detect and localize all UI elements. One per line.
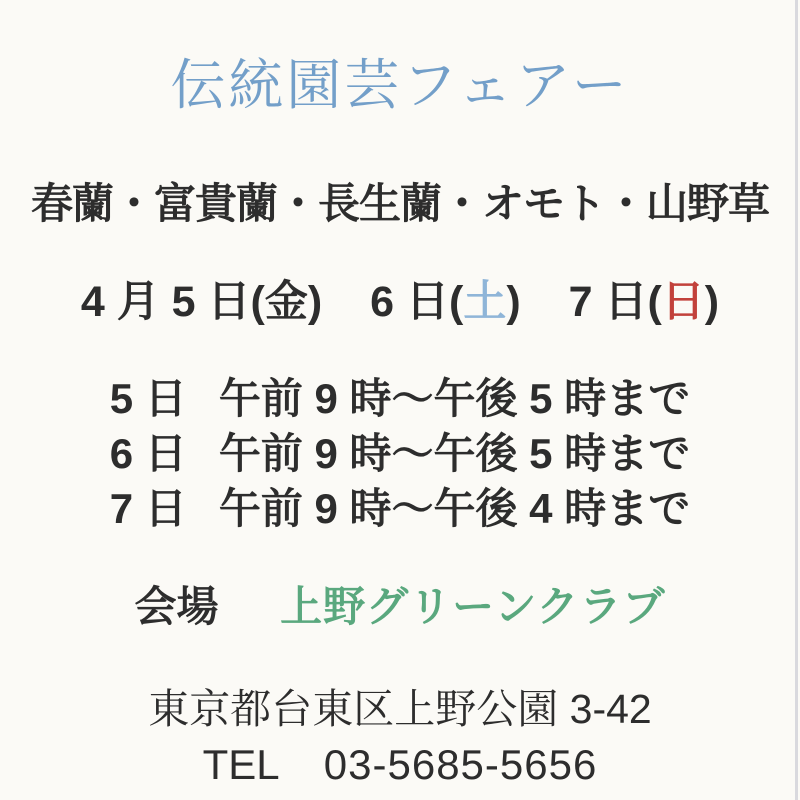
schedule-time: 午前 9 時～午後 5 時まで <box>218 375 691 422</box>
schedule-row-day5 <box>109 375 691 422</box>
tel-number: 03-5685-5656 <box>323 741 598 788</box>
date-saturday-close: ) <box>506 278 521 326</box>
event-dates-line <box>0 278 800 326</box>
schedule-time: 午前 9 時～午後 5 時まで <box>218 430 691 477</box>
date-sunday <box>568 278 720 326</box>
schedule-day: 5 日 <box>109 375 187 422</box>
weekday-sunday: 日 <box>661 278 705 326</box>
venue-label: 会場 <box>134 583 219 630</box>
date-friday-text: 4 月 5 日( <box>80 278 265 326</box>
tel-label: TEL <box>202 741 279 788</box>
schedule-day: 6 日 <box>109 430 187 477</box>
address-line: 東京都台東区上野公園 3-42 <box>148 686 652 732</box>
date-saturday <box>370 278 521 326</box>
plant-categories-line: 春蘭・富貴蘭・長生蘭・オモト・山野草 <box>30 180 769 227</box>
date-sunday-close: ) <box>704 278 720 326</box>
weekday-saturday: 土 <box>463 278 507 326</box>
tel-line <box>0 741 800 788</box>
date-friday <box>80 278 323 326</box>
date-friday-close: ) <box>307 278 323 326</box>
date-saturday-text: 6 日( <box>370 278 464 326</box>
right-edge-line <box>795 0 798 800</box>
schedule-list <box>109 375 691 532</box>
venue-line <box>0 583 800 630</box>
venue-name: 上野グリーンクラブ <box>280 583 666 630</box>
date-sunday-text: 7 日( <box>568 278 662 326</box>
schedule-row-day6 <box>109 430 691 477</box>
weekday-friday: 金 <box>264 278 308 326</box>
schedule-row-day7 <box>109 485 691 532</box>
schedule-time: 午前 9 時～午後 4 時まで <box>218 485 691 532</box>
poster-title: 伝統園芸フェアー <box>170 54 630 116</box>
schedule-day: 7 日 <box>109 485 187 532</box>
